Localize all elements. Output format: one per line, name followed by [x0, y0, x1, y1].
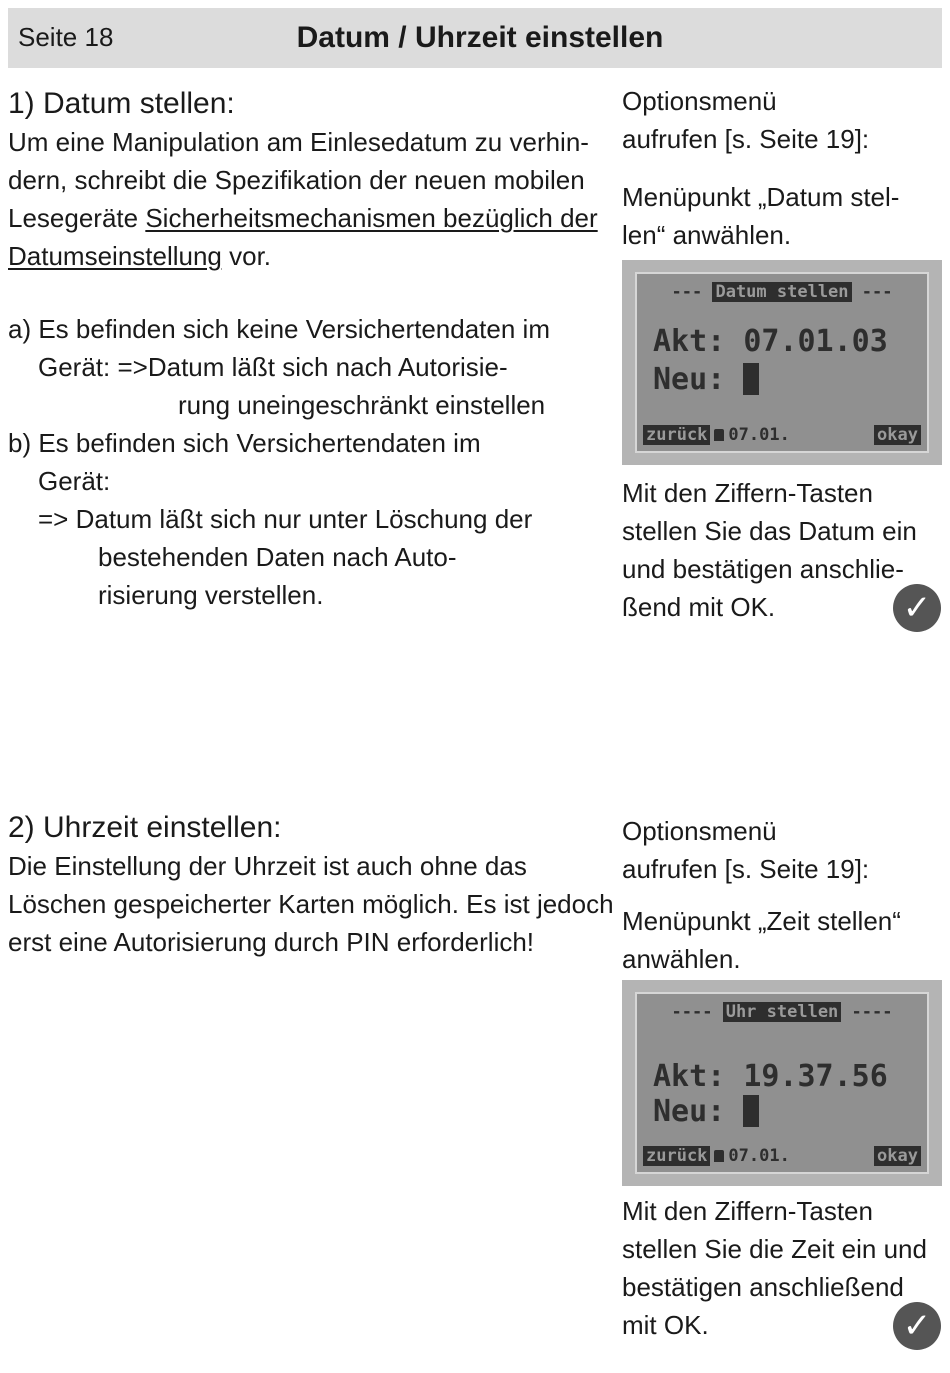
lcd-new-row — [653, 362, 759, 397]
lcd-screen — [635, 272, 929, 453]
select-text: len“ anwählen. — [622, 220, 792, 250]
lcd-current-row — [653, 1059, 888, 1094]
lcd-date: 07.01. — [728, 1146, 790, 1166]
list-item-a: a) Es befinden sich keine Versichertendaten im — [8, 314, 550, 344]
intro-line — [8, 237, 598, 275]
instruction-text: stellen Sie das Datum ein — [622, 516, 917, 546]
select-text: anwählen. — [622, 944, 741, 974]
instruction-text: stellen Sie die Zeit ein und — [622, 1234, 927, 1264]
lcd-akt-label: Akt: — [653, 1059, 726, 1094]
instruction-text: mit OK. — [622, 1310, 709, 1340]
lcd-date-screenshot — [622, 260, 942, 465]
instruction-text: ßend mit OK. — [622, 592, 776, 622]
section-date-intro — [8, 123, 598, 275]
list-item-b: b) Es befinden sich Versichertendaten im — [8, 428, 481, 458]
page-header — [8, 8, 942, 68]
lcd-back-key: zurück — [643, 1146, 710, 1166]
lcd-cursor — [743, 1095, 759, 1127]
section-time-heading: 2) Uhrzeit einstellen: — [8, 811, 282, 844]
lcd-back-key: zurück — [643, 425, 710, 445]
lcd-title: Uhr stellen — [723, 1002, 842, 1022]
intro-text: Lesegeräte — [8, 203, 146, 233]
lcd-ok-key: okay — [874, 425, 921, 445]
lcd-ok-key: okay — [874, 1146, 921, 1166]
lcd-softkey-left — [643, 425, 790, 445]
page-number: Seite 18 — [18, 22, 114, 52]
intro-line — [8, 199, 598, 237]
section-time-intro — [8, 847, 614, 961]
lcd-screen — [635, 992, 929, 1174]
lcd-time-screenshot — [622, 980, 942, 1186]
instruction-text: Mit den Ziffern-Tasten — [622, 1196, 873, 1226]
list-item-b-cont: risierung verstellen. — [98, 580, 324, 610]
intro-underlined-text: Datumseinstellung — [8, 241, 222, 271]
lcd-date: 07.01. — [728, 425, 790, 445]
instruction-text: Mit den Ziffern-Tasten — [622, 478, 873, 508]
intro-line: Löschen gespeicherter Karten möglich. Es ist jedoch — [8, 889, 614, 919]
intro-line: Um eine Manipulation am Einlesedatum zu verhin- — [8, 127, 589, 157]
list-item-b-cont: Gerät: — [38, 466, 111, 496]
instruction-text: bestätigen anschließend — [622, 1272, 904, 1302]
lcd-cursor — [743, 363, 759, 395]
list-item-a-cont: Gerät: =>Datum läßt sich nach Autorisie- — [38, 352, 508, 382]
intro-line: dern, schreibt die Spezifikation der neuen mobilen — [8, 165, 585, 195]
lcd-akt-value: 19.37.56 — [743, 1059, 888, 1094]
menu-text: Optionsmenü — [622, 816, 777, 846]
menu-text: Optionsmenü — [622, 86, 777, 116]
menu-text: aufrufen [s. Seite 19]: — [622, 124, 870, 154]
lcd-dashes: --- — [861, 282, 893, 302]
lcd-dashes: ---- — [851, 1002, 893, 1022]
lock-icon — [714, 429, 724, 441]
lcd-neu-label: Neu: — [653, 362, 726, 397]
lcd-title-bar — [647, 1002, 917, 1022]
lcd-title: Datum stellen — [712, 282, 851, 302]
intro-line: erst eine Autorisierung durch PIN erforderlich! — [8, 927, 535, 957]
page-title: Datum / Uhrzeit einstellen — [296, 21, 664, 54]
time-menu-instructions — [622, 812, 942, 978]
lcd-dashes: --- — [671, 282, 703, 302]
intro-underlined-text: Sicherheitsmechanismen bezüglich der — [145, 203, 598, 233]
lcd-softkey-left — [643, 1146, 790, 1166]
lcd-akt-value: 07.01.03 — [743, 324, 888, 359]
check-circle-icon: ✓ — [893, 1302, 941, 1350]
lcd-title-bar — [647, 282, 917, 302]
lcd-current-row — [653, 324, 888, 359]
list-item-b-cont: => Datum läßt sich nur unter Löschung der — [38, 504, 533, 534]
lock-icon — [714, 1150, 724, 1162]
select-text: Menüpunkt „Zeit stellen“ — [622, 906, 901, 936]
select-text: Menüpunkt „Datum stel- — [622, 182, 900, 212]
menu-text: aufrufen [s. Seite 19]: — [622, 854, 870, 884]
date-menu-instructions — [622, 82, 942, 254]
date-conditions-list — [8, 310, 550, 614]
check-circle-icon: ✓ — [893, 584, 941, 632]
list-item-b-cont: bestehenden Daten nach Auto- — [98, 542, 457, 572]
lcd-neu-label: Neu: — [653, 1094, 726, 1129]
section-date-heading: 1) Datum stellen: — [8, 87, 235, 120]
lcd-softkey-bar — [643, 1146, 921, 1166]
instruction-text: und bestätigen anschlie- — [622, 554, 904, 584]
lcd-new-row — [653, 1094, 759, 1129]
lcd-softkey-bar — [643, 425, 921, 445]
lcd-dashes: ---- — [671, 1002, 713, 1022]
intro-line: Die Einstellung der Uhrzeit ist auch ohne das — [8, 851, 527, 881]
lcd-akt-label: Akt: — [653, 324, 726, 359]
list-item-a-cont: rung uneingeschränkt einstellen — [178, 390, 546, 420]
intro-text: vor. — [221, 241, 272, 271]
